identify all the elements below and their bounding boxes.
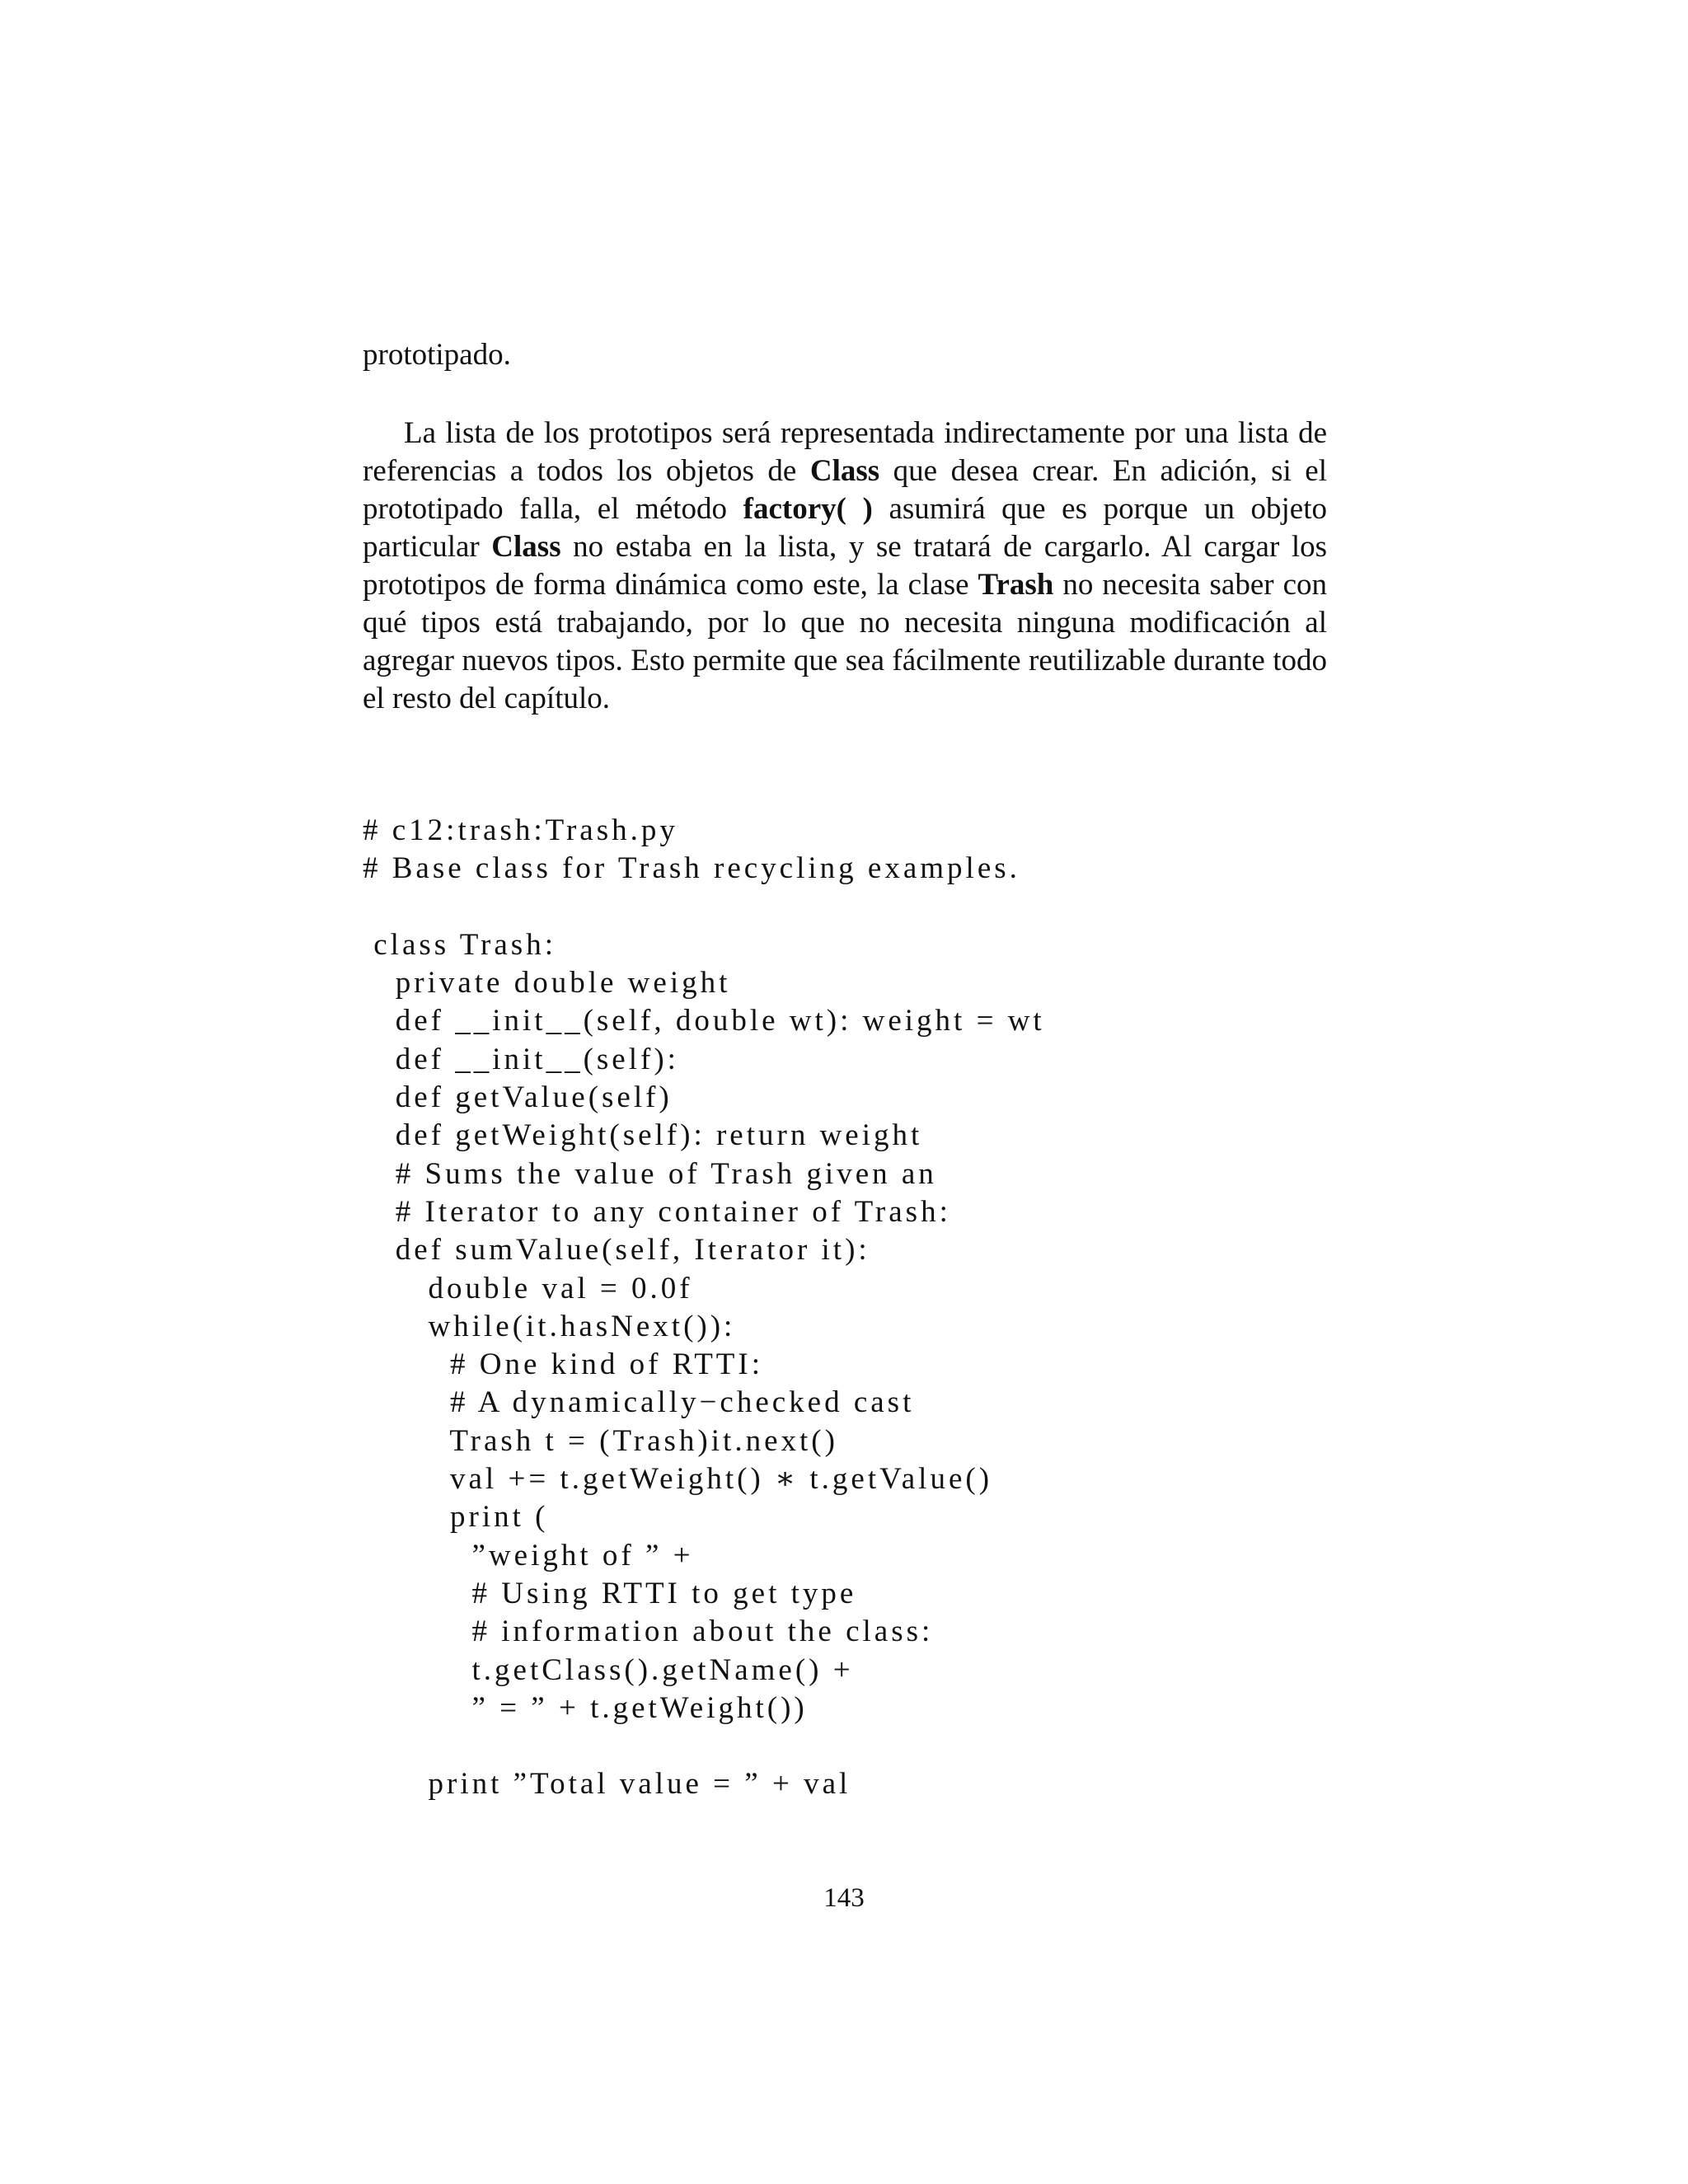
code-line: def __init__(self):	[363, 1042, 679, 1076]
code-line: # Sums the value of Trash given an	[363, 1156, 937, 1191]
code-line: # Iterator to any container of Trash:	[363, 1194, 951, 1229]
bold-term-class: Class	[491, 530, 561, 564]
code-line: ”weight of ” +	[363, 1538, 694, 1572]
code-line: print (	[363, 1500, 549, 1535]
code-line: # Using RTTI to get type	[363, 1576, 857, 1610]
code-line: def getWeight(self): return weight	[363, 1118, 923, 1153]
code-line: # One kind of RTTI:	[363, 1347, 764, 1382]
text-run: no estaba en la lista, y se tratará de cargarlo. Al cargar los prototipos de forma dinámica como este, la clase	[363, 530, 1328, 602]
paragraph-continued	[363, 336, 1327, 374]
code-line: class Trash:	[363, 927, 556, 962]
code-line: # Base class for Trash recycling examples.	[363, 851, 1020, 886]
code-line: def getValue(self)	[363, 1080, 673, 1115]
code-line: def __init__(self, double wt): weight = wt	[363, 1004, 1045, 1038]
code-line	[363, 888, 1352, 926]
code-line: ” = ” + t.getWeight())	[363, 1690, 808, 1725]
code-line: t.getClass().getName() +	[363, 1652, 854, 1687]
page-number: 143	[823, 1883, 865, 1913]
code-line: private double weight	[363, 966, 731, 1001]
code-line: val += t.getWeight() ∗ t.getValue()	[363, 1462, 993, 1497]
code-line: while(it.hasNext()):	[363, 1309, 736, 1343]
bold-term-class: Class	[809, 454, 880, 488]
code-line: def sumValue(self, Iterator it):	[363, 1233, 870, 1268]
code-line: print ”Total value = ” + val	[363, 1767, 851, 1802]
text-run: asumirá que es porque un objeto particular	[363, 492, 1328, 564]
paragraph-main	[363, 415, 1327, 718]
code-line: double val = 0.0f	[363, 1271, 693, 1305]
text-run: no necesita saber con qué tipos está trabajando, por lo que no necesita ninguna modificación al agregar nuevos tipos. Esto permite que sea fácilmente reutilizable durante todo el resto del capítulo.	[363, 568, 1327, 715]
paragraph-text	[363, 415, 1327, 718]
code-line: # information about the class:	[363, 1615, 934, 1649]
bold-term-factory: factory( )	[743, 492, 873, 526]
code-line: # c12:trash:Trash.py	[363, 813, 678, 847]
code-line	[363, 1727, 1352, 1765]
code-line: Trash t = (Trash)it.next()	[363, 1423, 838, 1458]
code-line: # A dynamically−checked cast	[363, 1385, 915, 1420]
bold-term-trash: Trash	[978, 568, 1054, 602]
text-run: que desea crear. En adición, si el prototipado falla, el método	[363, 454, 1327, 526]
text-run: La lista de los prototipos será representada indirectamente por una lista de referencias a todos los objetos de	[363, 416, 1327, 488]
paragraph-text: prototipado.	[363, 338, 511, 372]
code-listing	[363, 812, 1352, 1804]
